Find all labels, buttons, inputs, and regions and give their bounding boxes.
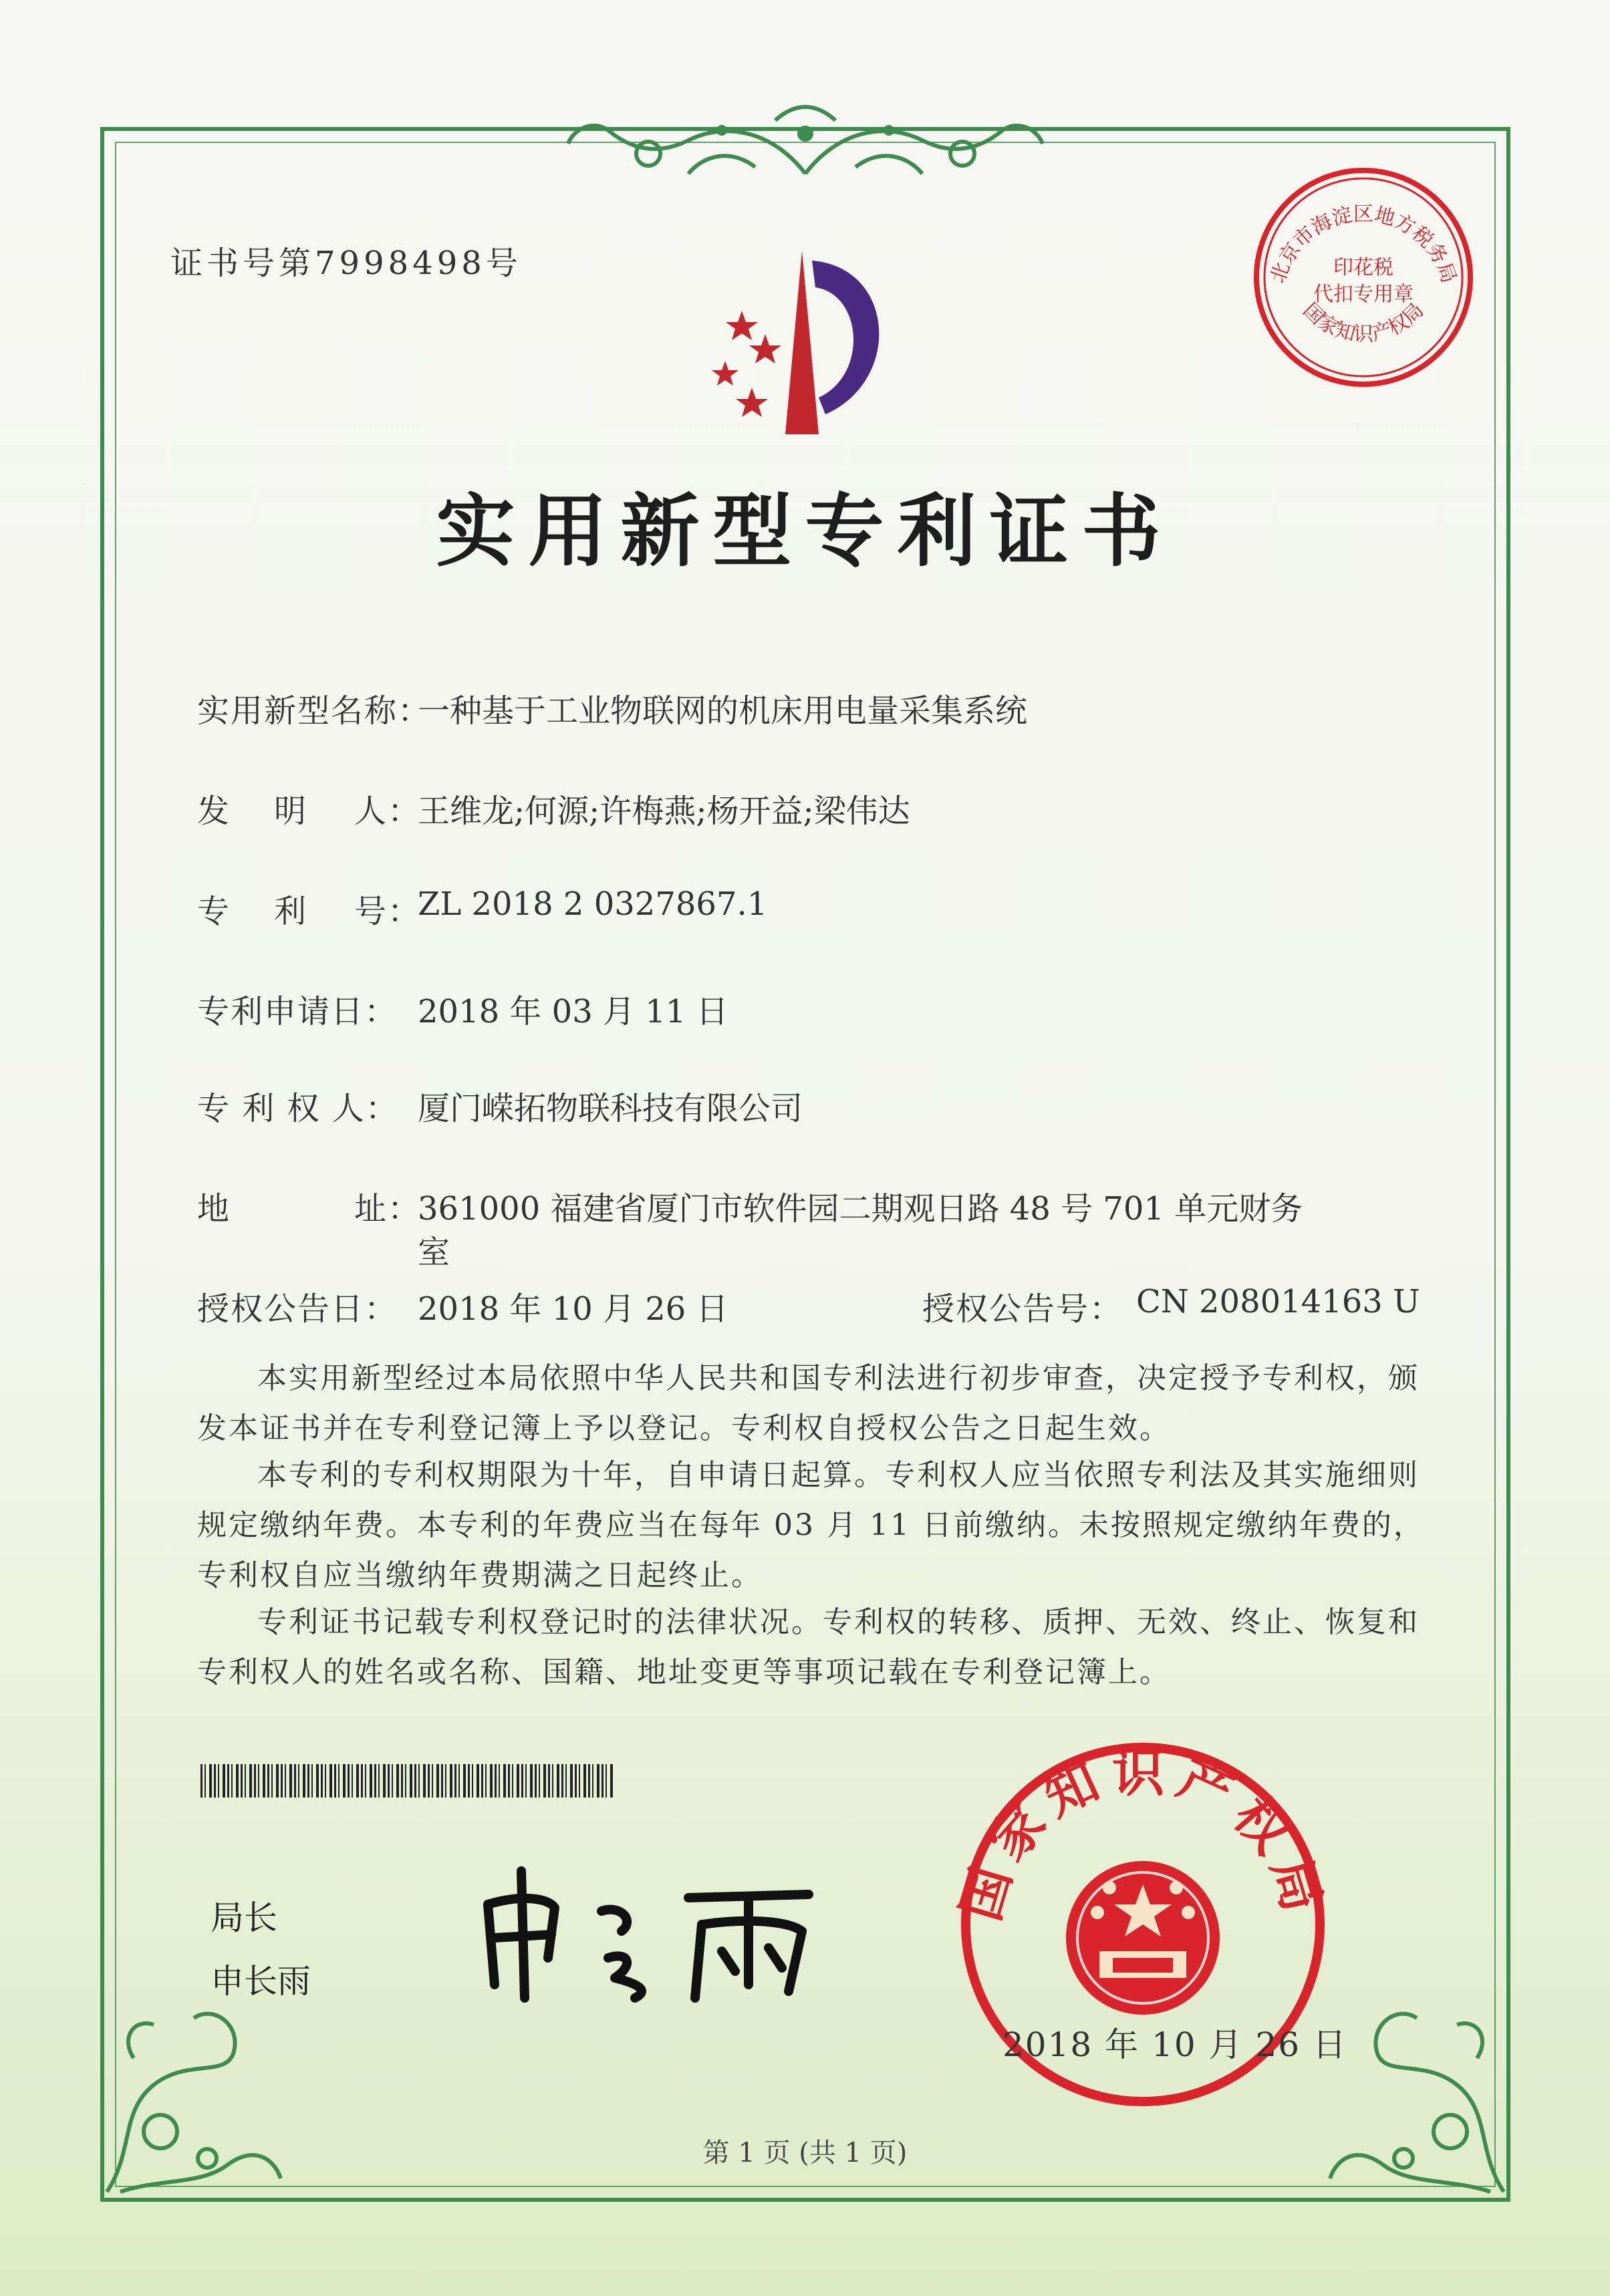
utility-model-name-value: 一种基于工业物联网的机床用电量采集系统 [418,692,1028,730]
address-value-line2: 室 [418,1234,450,1271]
signatory-title: 局长 [211,1898,277,1937]
seal-ring-text: 国家知识产权局 [950,1743,1335,1928]
patent-number-label-char3: 号： [354,893,422,930]
inventor-label-char3: 人： [354,793,422,830]
tax-stamp-center-line2: 代扣专用章 [1313,283,1414,306]
paragraph-legal-status: 专利证书记载专利权登记时的法律状况。专利权的转移、质押、无效、终止、恢复和专利权人的姓名或名称、国籍、地址变更等事项记载在专利登记簿上。 [197,1605,1420,1689]
grant-number-label: 授权公告号： [922,1290,1123,1328]
patentee-value: 厦门嵘拓物联科技有限公司 [418,1090,803,1127]
patentee-label: 专 利 权 人： [197,1090,399,1127]
handwritten-signature [468,1858,842,2005]
paragraph-examination: 本实用新型经过本局依照中华人民共和国专利法进行初步审查，决定授予专利权，颁发本证书并在专利登记簿上予以登记。专利权自授权公告之日起生效。 [197,1361,1420,1445]
grant-date-value: 2018 年 10 月 26 日 [418,1290,728,1328]
tax-stamp-icon [1250,164,1477,391]
page-indicator: 第 1 页 (共 1 页) [702,2138,908,2168]
utility-model-name-label: 实用新型名称： [197,692,432,730]
corner-ornament-left-icon [94,1978,294,2205]
tax-stamp-bottom-text: 国家知识产权局 [1298,298,1429,347]
patent-number-label-char1: 专 [197,893,231,930]
address-value-line1: 361000 福建省厦门市软件园二期观日路 48 号 701 单元财务 [418,1190,1303,1228]
certificate-number: 证书号第7998498号 [170,245,522,282]
application-date-value: 2018 年 03 月 11 日 [418,993,728,1030]
application-date-label: 专利申请日： [197,993,398,1030]
corner-ornament-right-icon [1317,1978,1517,2205]
seal-date: 2018 年 10 月 26 日 [1002,2025,1347,2064]
signatory-name: 申长雨 [211,1962,311,2001]
certificate-title: 实用新型专利证书 [436,484,1174,577]
grant-number-value: CN 208014163 U [1136,1283,1420,1320]
address-label-char1: 地 [197,1190,231,1228]
tax-stamp-center-line1: 印花税 [1333,256,1393,279]
patent-number-label-char2: 利 [274,893,308,930]
tax-stamp-ring-text: 北京市海淀区地方税务局 [1266,202,1461,287]
inventor-value: 王维龙;何源;许梅燕;杨开益;梁伟达 [418,793,910,830]
inventor-label-char2: 明 [274,793,308,830]
patent-logo-icon [675,247,929,441]
address-label-char2: 址： [354,1190,422,1228]
grant-date-label: 授权公告日： [197,1290,398,1328]
barcode [200,1764,615,1798]
inventor-label-char1: 发 [197,793,231,830]
patent-number-value: ZL 2018 2 0327867.1 [418,885,768,923]
paragraph-term: 本专利的专利权期限为十年，自申请日起算。专利权人应当依照专利法及其实施细则规定缴纳年费。本专利的年费应当在每年 03 月 11 日前缴纳。未按照规定缴纳年费的，专利权自应当缴纳年费期满之日起终止。 [197,1458,1425,1592]
top-ornament-icon [555,94,1056,194]
national-emblem-icon [1066,1861,1220,2015]
